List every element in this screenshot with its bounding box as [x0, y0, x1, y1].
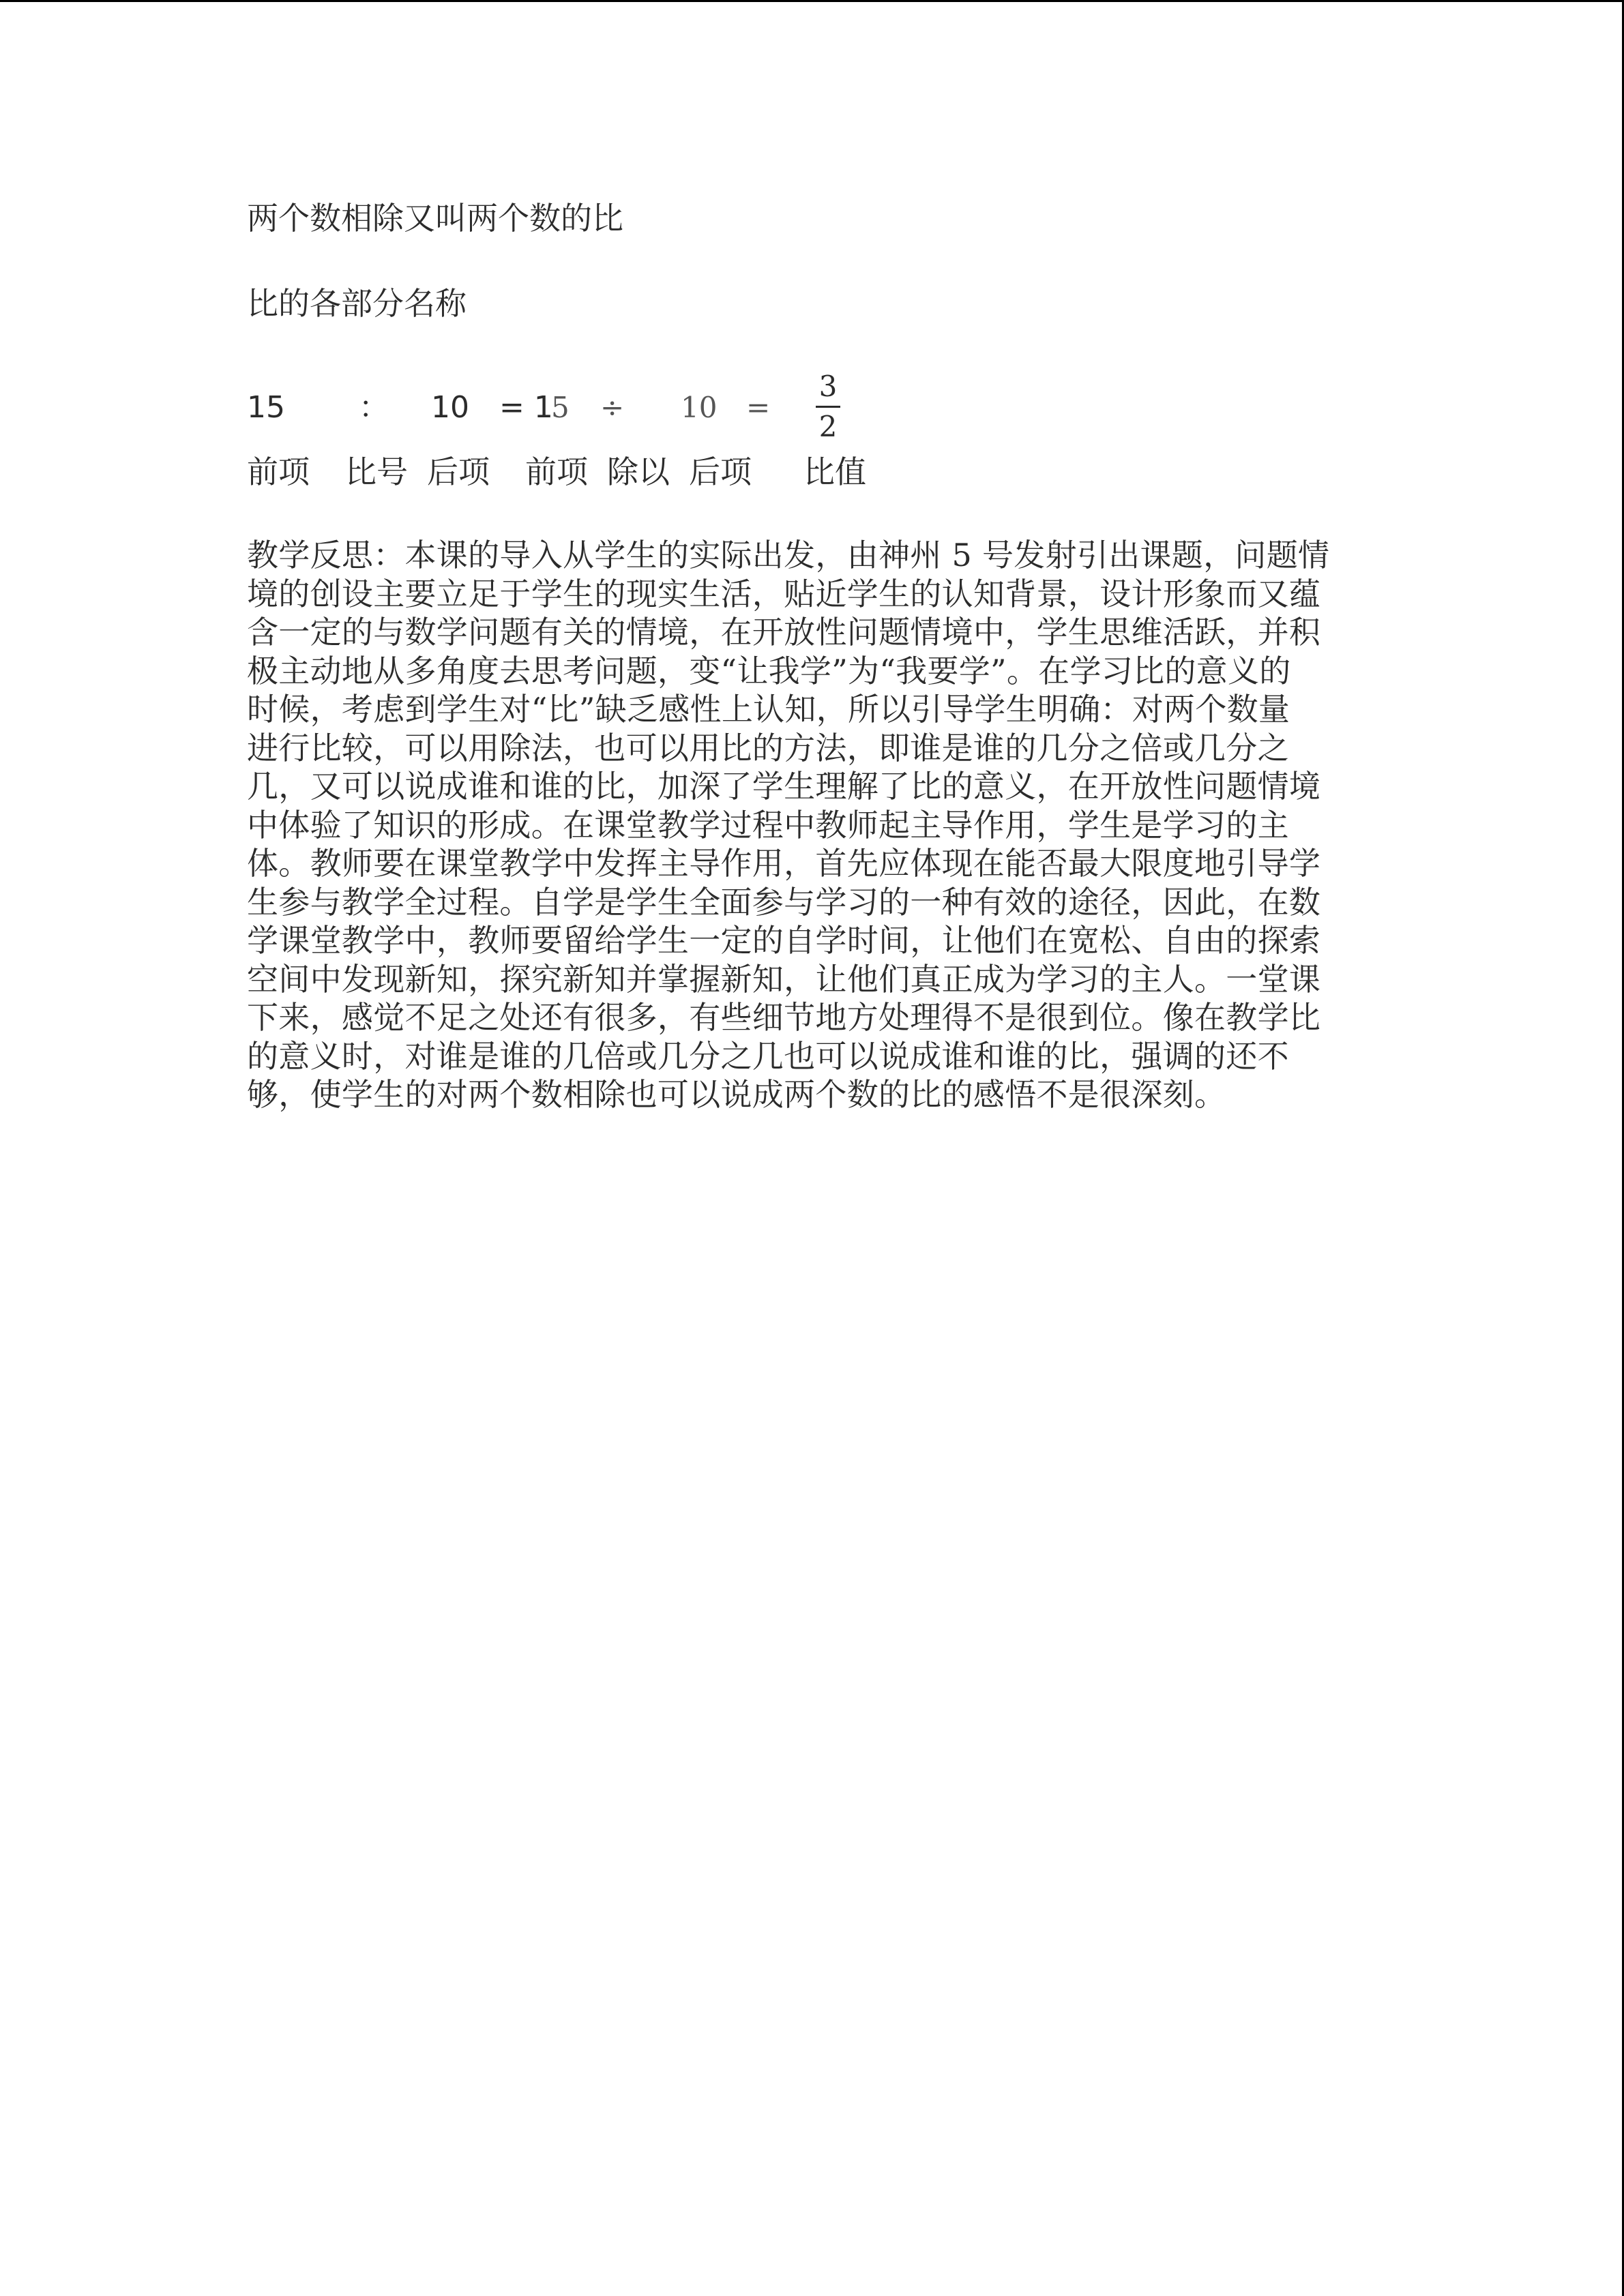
reflection-line: 的意义时，对谁是谁的几倍或几分之几也可以说成谁和谁的比，强调的还不	[247, 1037, 1289, 1075]
reflection-line: 进行比较，可以用除法，也可以用比的方法，即谁是谁的几分之倍或几分之	[247, 729, 1289, 766]
formula-divisor: 10	[681, 391, 718, 424]
label-divisor: 后项	[689, 453, 752, 490]
parts-heading: 比的各部分名称	[247, 285, 467, 322]
teaching-reflection	[247, 536, 1379, 1114]
formula-dividend-rest: 5	[551, 391, 570, 424]
reflection-line: 下来，感觉不足之处还有很多，有些细节地方处理得不是很到位。像在教学比	[247, 999, 1321, 1036]
label-front-term: 前项	[247, 453, 310, 490]
reflection-line: 教学反思：本课的导入从学生的实际出发，由神州 5 号发射引出课题，问题情	[247, 537, 1330, 573]
reflection-line: 时候，考虑到学生对“比”缺乏感性上认知，所以引导学生明确：对两个数量	[247, 691, 1290, 728]
fraction-bar	[816, 406, 840, 408]
formula-equals-one: = 1	[499, 390, 553, 425]
reflection-line: 几，又可以说成谁和谁的比，加深了学生理解了比的意义，在开放性问题情境	[247, 768, 1321, 805]
reflection-line: 境的创设主要立足于学生的现实生活，贴近学生的认知背景，设计形象而又蕴	[247, 575, 1321, 612]
label-divide: 除以	[607, 453, 670, 490]
label-ratio-value: 比值	[803, 453, 866, 490]
reflection-line: 空间中发现新知，探究新知并掌握新知，让他们真正成为学习的主人。一堂课	[247, 960, 1321, 998]
formula-colon: ：	[359, 390, 389, 425]
formula-equals-two: =	[746, 391, 771, 424]
reflection-line: 极主动地从多角度去思考问题，变“让我学”为“我要学”。在学习比的意义的	[247, 652, 1291, 689]
page-top-border	[0, 0, 1624, 2]
formula-back-term: 10	[431, 390, 469, 425]
reflection-line: 够，使学生的对两个数相除也可以说成两个数的比的感悟不是很深刻。	[247, 1076, 1226, 1113]
label-ratio-sign: 比号	[345, 453, 408, 490]
fraction-numerator: 3	[818, 370, 838, 403]
reflection-line: 体。教师要在课堂教学中发挥主导作用，首先应体现在能否最大限度地引导学	[247, 845, 1321, 882]
reflection-line: 学课堂教学中，教师要留给学生一定的自学时间，让他们在宽松、自由的探索	[247, 922, 1321, 959]
reflection-line: 生参与教学全过程。自学是学生全面参与学习的一种有效的途径，因此，在数	[247, 883, 1321, 921]
label-back-term: 后项	[427, 453, 490, 490]
formula-divide-sign: ÷	[600, 391, 625, 424]
ratio-value-fraction	[813, 370, 843, 444]
label-dividend: 前项	[525, 453, 588, 490]
formula-front-term: 15	[247, 390, 285, 425]
reflection-line: 含一定的与数学问题有关的情境，在开放性问题情境中，学生思维活跃，并积	[247, 614, 1321, 651]
reflection-line: 中体验了知识的形成。在课堂教学过程中教师起主导作用，学生是学习的主	[247, 806, 1289, 844]
fraction-denominator: 2	[818, 410, 838, 443]
definition-heading: 两个数相除又叫两个数的比	[247, 200, 623, 237]
